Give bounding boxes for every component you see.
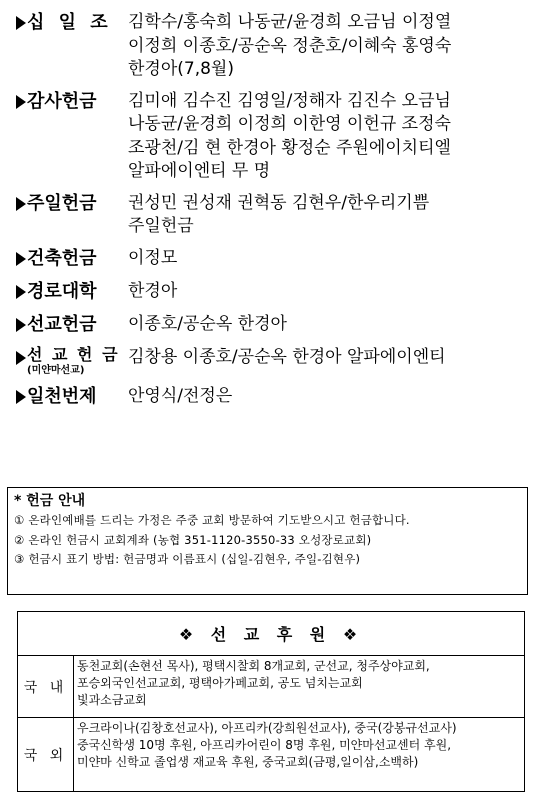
- mission-line: 포승외국인선교교회, 평택아가페교회, 공도 넘치는교회: [77, 676, 363, 690]
- offering-label: 건축헌금: [27, 247, 97, 269]
- name-line: 이정모: [128, 247, 178, 268]
- mission-line: 동천교회(손현선 목사), 평택시찰회 8개교회, 군선교, 청주상야교회,: [77, 659, 430, 673]
- offering-label: 일천번제: [27, 385, 97, 407]
- name-line: 안영식/전정은: [128, 385, 233, 406]
- offering-row-senior-college: [16, 279, 541, 305]
- offering-row-sunday: [16, 191, 541, 239]
- name-line: 한경아(7,8월): [128, 59, 234, 79]
- mission-support-table: [17, 611, 525, 792]
- offering-label: 주일헌금: [27, 192, 97, 214]
- notice-line: ① 온라인예배를 드리는 가정은 주중 교회 방문하여 기도받으시고 헌금합니다.: [14, 513, 410, 527]
- offering-names: [128, 191, 541, 239]
- triangle-bullet-icon: [16, 390, 26, 404]
- region-label: 국 외: [18, 718, 74, 792]
- triangle-bullet-icon: [16, 318, 26, 332]
- name-line: 이정희 이종호/공순옥 정춘호/이혜숙 홍영숙: [128, 35, 452, 56]
- triangle-bullet-icon: [16, 351, 26, 365]
- offering-row-mission: [16, 312, 541, 338]
- name-line: 권성민 권성재 권혁동 김현우/한우리기쁨: [128, 192, 430, 213]
- name-line: 나동균/윤경희 이정희 이한영 이헌규 조정숙: [128, 114, 451, 134]
- offering-label: 선교헌금: [27, 313, 97, 335]
- offering-notice-box: [7, 487, 528, 595]
- name-line: 김학수/홍숙희 나동균/윤경희 오금님 이정열: [128, 12, 452, 32]
- triangle-bullet-icon: [16, 16, 26, 30]
- name-line: 알파에이엔티 무 명: [128, 161, 271, 181]
- offering-row-building: [16, 246, 541, 272]
- offering-names: [128, 384, 541, 409]
- name-line: 김창용 이종호/공순옥 한경아 알파에이엔티: [128, 346, 446, 367]
- offering-label: 십 일 조: [27, 12, 112, 33]
- offering-names: [128, 89, 541, 184]
- triangle-bullet-icon: [16, 197, 26, 211]
- name-line: 이종호/공순옥 한경아: [128, 313, 287, 334]
- notice-line: ③ 헌금시 표기 방법: 헌금명과 이름표시 (십일-김현우, 주일-김현우): [14, 552, 361, 566]
- mission-line: 중국신학생 10명 후원, 아프리카어린이 8명 후원, 미얀마선교센터 후원,: [77, 738, 452, 752]
- offering-row-tithe: [16, 10, 541, 82]
- name-line: 주일헌금: [128, 216, 194, 236]
- offering-names: [128, 345, 541, 370]
- offering-sub-label: (미얀마선교): [27, 364, 85, 376]
- offering-list: [16, 10, 541, 417]
- mission-row-overseas: [18, 718, 524, 792]
- offering-names: [128, 279, 541, 304]
- name-line: 김미애 김수진 김영일/정해자 김진수 오금님: [128, 90, 451, 111]
- triangle-bullet-icon: [16, 95, 26, 109]
- mission-line: 우크라이나(김창호선교사), 아프리카(강희원선교사), 중국(강봉규선교사): [77, 721, 457, 735]
- name-line: 조광천/김 현 한경아 황정순 주원에이치티엘: [128, 137, 451, 158]
- mission-content: [74, 656, 524, 717]
- offering-names: [128, 312, 541, 337]
- mission-content: [74, 718, 524, 792]
- offering-label: 선 교 헌 금: [27, 344, 120, 364]
- notice-line: ② 온라인 헌금시 교회계좌 (농협 351-1120-3550-33 오성장로교회): [14, 532, 372, 547]
- offering-row-thousand-burnt: [16, 384, 541, 410]
- mission-line: 미얀마 신학교 졸업생 재교육 후원, 중국교회(금평,일이삼,소백하): [77, 755, 419, 769]
- name-line: 한경아: [128, 280, 178, 301]
- offering-label: 경로대학: [27, 280, 97, 302]
- offering-row-myanmar-mission: [16, 345, 541, 377]
- mission-line: 빛과소금교회: [77, 693, 147, 707]
- offering-label: 감사헌금: [27, 90, 97, 112]
- offering-names: [128, 10, 541, 82]
- triangle-bullet-icon: [16, 285, 26, 299]
- notice-title: * 헌금 안내: [14, 493, 86, 509]
- mission-row-domestic: [18, 656, 524, 718]
- offering-names: [128, 246, 541, 271]
- mission-table-title: ❖ 선 교 후 원 ❖: [18, 612, 524, 656]
- region-label: 국 내: [18, 656, 74, 717]
- triangle-bullet-icon: [16, 252, 26, 266]
- offering-row-thanksgiving: [16, 89, 541, 184]
